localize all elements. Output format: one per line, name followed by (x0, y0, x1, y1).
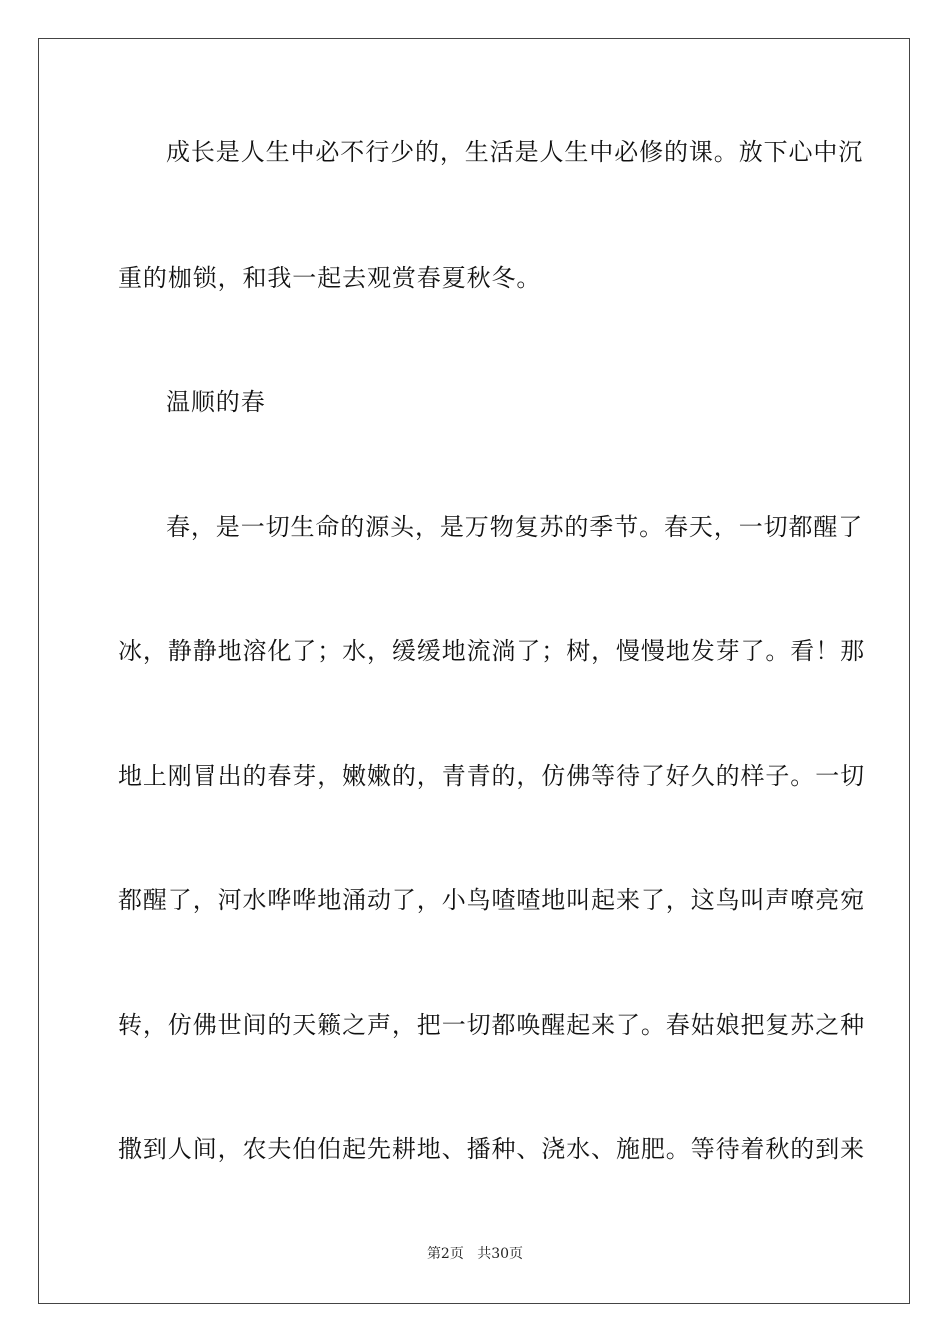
page-number: 第2页 (426, 1246, 464, 1262)
paragraph-line-6: 都醒了，河水哗哗地涌动了，小鸟喳喳地叫起来了，这鸟叫声嘹亮宛 (118, 886, 865, 914)
paragraph-line-1: 成长是人生中必不行少的，生活是人生中必修的课。放下心中沉 (166, 138, 864, 166)
page-footer (0, 1245, 950, 1263)
page-total: 共30页 (477, 1246, 524, 1262)
section-heading: 温顺的春 (166, 388, 266, 416)
paragraph-line-7: 转，仿佛世间的天籁之声，把一切都唤醒起来了。春姑娘把复苏之种 (118, 1011, 865, 1039)
paragraph-line-2: 重的枷锁，和我一起去观赏春夏秋冬。 (118, 264, 542, 292)
page-border (38, 38, 910, 1304)
paragraph-line-5: 地上刚冒出的春芽，嫩嫩的，青青的，仿佛等待了好久的样子。一切 (118, 762, 865, 790)
paragraph-line-3: 春，是一切生命的源头，是万物复苏的季节。春天，一切都醒了 (166, 513, 864, 541)
paragraph-line-4: 冰，静静地溶化了；水，缓缓地流淌了；树，慢慢地发芽了。看！那 (118, 637, 865, 665)
paragraph-line-8: 撒到人间，农夫伯伯起先耕地、播种、浇水、施肥。等待着秋的到来 (118, 1135, 865, 1163)
